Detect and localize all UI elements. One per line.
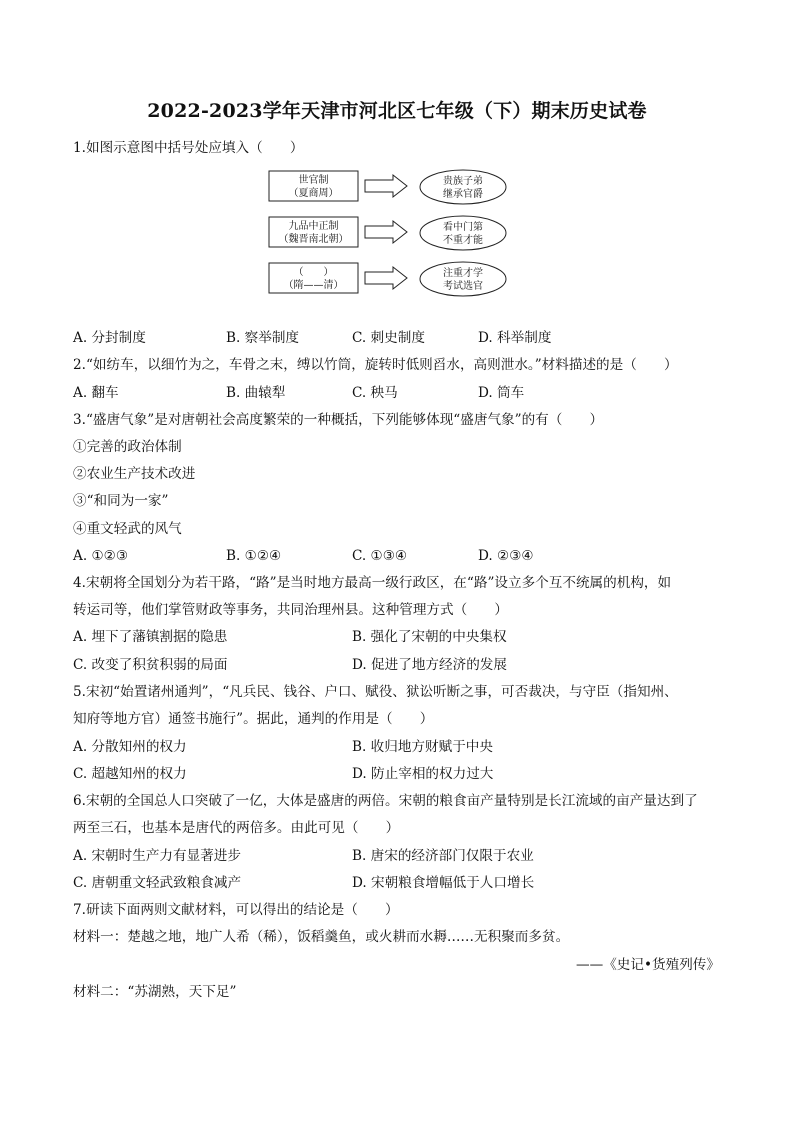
- q7-material-1: 材料一：楚越之地，地广人希（稀），饭稻羹鱼，或火耕而水耨……无积聚而多贫。: [73, 929, 570, 945]
- q3-item-4: ④重文轻武的风气: [73, 521, 182, 537]
- q6-stem-line2: 两至三石，也基本是唐代的两倍多。由此可见（ ）: [73, 820, 400, 836]
- row3-box-line1: （ ）: [293, 267, 334, 278]
- diagram-row-3: [269, 262, 506, 296]
- row2-box-line1: 九品中正制: [288, 221, 339, 232]
- q3-item-2: ②农业生产技术改进: [73, 466, 196, 482]
- q1-option-a[interactable]: A. 分封制度: [73, 330, 146, 346]
- row3-oval-line2: 考试选官: [443, 281, 483, 292]
- row3-box-line2: （隋——清）: [283, 280, 344, 291]
- row2-oval-line1: 看中门第: [443, 222, 483, 233]
- row2-box-line2: （魏晋南北朝）: [278, 234, 349, 245]
- q4-option-d[interactable]: D. 促进了地方经济的发展: [352, 657, 507, 673]
- page-title: 2022-2023学年天津市河北区七年级（下）期末历史试卷: [147, 100, 647, 122]
- q3-stem: 3.“盛唐气象”是对唐朝社会高度繁荣的一种概括，下列能够体现“盛唐气象”的有（ ）: [73, 412, 604, 428]
- row3-oval-line1: 注重才学: [443, 268, 483, 279]
- q7-source-1: ——《史记•货殖列传》: [576, 957, 720, 973]
- arrow-right-icon: [365, 267, 407, 289]
- q7-material-2: 材料二：“苏湖熟，天下足”: [73, 984, 237, 1000]
- q2-option-b[interactable]: B. 曲辕犁: [226, 385, 286, 401]
- q5-option-a[interactable]: A. 分散知州的权力: [73, 739, 187, 755]
- q2-option-c[interactable]: C. 秧马: [352, 385, 398, 401]
- q3-item-1: ①完善的政治体制: [73, 439, 182, 455]
- q2-option-a[interactable]: A. 翻车: [73, 385, 119, 401]
- q4-option-a[interactable]: A. 埋下了藩镇割据的隐患: [73, 629, 228, 645]
- row1-oval-line2: 继承官爵: [443, 189, 483, 200]
- q3-option-a[interactable]: A. ①②③: [73, 548, 129, 564]
- q6-option-d[interactable]: D. 宋朝粮食增幅低于人口增长: [352, 875, 535, 891]
- q5-option-b[interactable]: B. 收归地方财赋于中央: [352, 739, 493, 755]
- diagram-row-2: [269, 216, 506, 250]
- q3-option-c[interactable]: C. ①③④: [352, 548, 408, 564]
- q5-stem-line2: 知府等地方官）通签书施行”。据此，通判的作用是（ ）: [73, 711, 434, 727]
- q4-stem-line1: 4.宋朝将全国划分为若干路，“路”是当时地方最高一级行政区，在“路”设立多个互不统属的机构，如: [73, 575, 672, 591]
- q1-option-c[interactable]: C. 刺史制度: [352, 330, 425, 346]
- q5-stem-line1: 5.宋初“始置诸州通判”，“凡兵民、钱谷、户口、赋役、狱讼听断之事，可否裁决，与守臣（指知州、: [73, 684, 678, 700]
- row2-oval-line2: 不重才能: [443, 235, 483, 246]
- q6-option-a[interactable]: A. 宋朝时生产力有显著进步: [73, 848, 241, 864]
- q2-stem: 2.“如纺车，以细竹为之，车骨之末，缚以竹筒，旋转时低则舀水，高则泄水。”材料描述的是（ ）: [73, 357, 678, 373]
- diagram-row-1: [269, 170, 506, 204]
- arrow-right-icon: [365, 175, 407, 197]
- q1-option-b[interactable]: B. 察举制度: [226, 330, 300, 346]
- q1-option-d[interactable]: D. 科举制度: [478, 330, 552, 346]
- row1-box-line2: （夏商周）: [288, 188, 339, 199]
- q7-stem: 7.研读下面两则文献材料，可以得出的结论是（ ）: [73, 902, 399, 918]
- arrow-right-icon: [365, 221, 407, 243]
- q3-item-3: ③“和同为一家”: [73, 493, 169, 509]
- q2-option-d[interactable]: D. 筒车: [478, 385, 525, 401]
- q6-option-b[interactable]: B. 唐宋的经济部门仅限于农业: [352, 848, 534, 864]
- q5-option-d[interactable]: D. 防止宰相的权力过大: [352, 766, 494, 782]
- row1-box-line1: 世官制: [298, 175, 329, 186]
- q1-stem: 1.如图示意图中括号处应填入（ ）: [73, 140, 304, 156]
- q4-option-b[interactable]: B. 强化了宋朝的中央集权: [352, 629, 507, 645]
- q4-option-c[interactable]: C. 改变了积贫积弱的局面: [73, 657, 228, 673]
- q1-diagram: [268, 168, 538, 303]
- q4-stem-line2: 转运司等，他们掌管财政等事务，共同治理州县。这种管理方式（ ）: [73, 602, 508, 618]
- row1-oval-line1: 贵族子弟: [443, 176, 483, 187]
- q6-option-c[interactable]: C. 唐朝重文轻武致粮食减产: [73, 875, 242, 891]
- q5-option-c[interactable]: C. 超越知州的权力: [73, 766, 187, 782]
- q3-option-d[interactable]: D. ②③④: [478, 548, 534, 564]
- q3-option-b[interactable]: B. ①②④: [226, 548, 282, 564]
- q6-stem-line1: 6.宋朝的全国总人口突破了一亿，大体是盛唐的两倍。宋朝的粮食亩产量特别是长江流域的亩产量达到了: [73, 793, 698, 809]
